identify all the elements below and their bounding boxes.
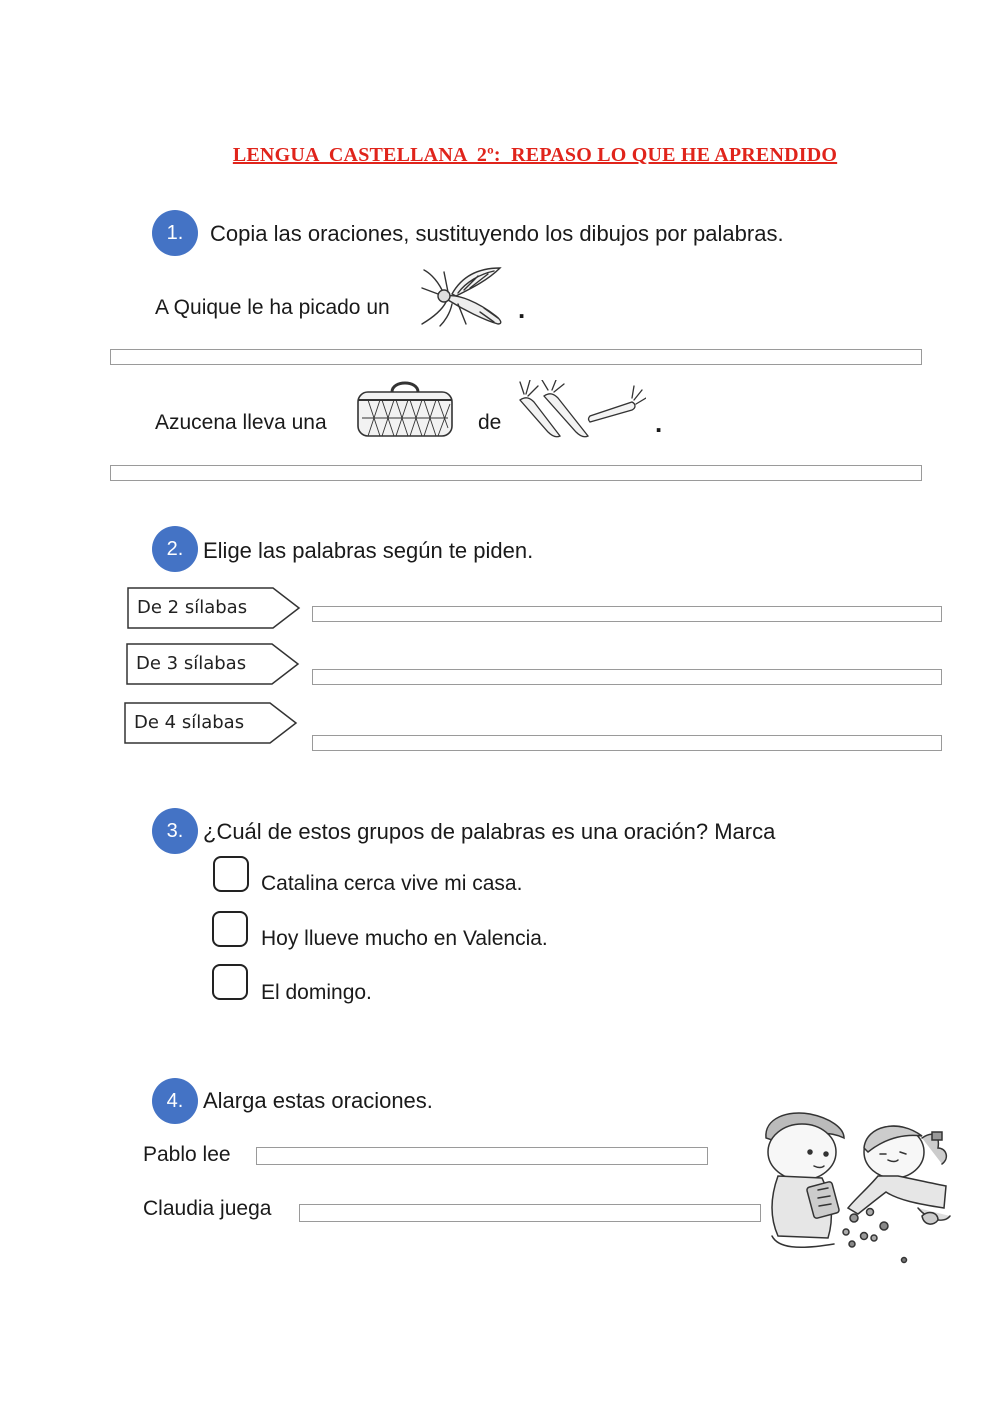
exercise-1-instruction: Copia las oraciones, sustituyendo los dibujos por palabras.: [210, 221, 784, 246]
page-title: LENGUA CASTELLANA 2º: REPASO LO QUE HE APRENDIDO: [232, 144, 838, 166]
sentence-2-connector: de: [478, 411, 502, 434]
answer-line-4-syllables[interactable]: [312, 735, 942, 751]
answer-line-2[interactable]: [110, 465, 922, 481]
answer-line-3-syllables[interactable]: [312, 669, 942, 685]
syllable-tag-4: [124, 702, 298, 746]
prompt-claudia: Claudia juega: [143, 1197, 272, 1220]
exercise-1-number: 1.: [152, 210, 198, 256]
option-1-checkbox[interactable]: [213, 856, 249, 892]
answer-line-2-syllables[interactable]: [312, 606, 942, 622]
exercise-2-instruction: Elige las palabras según te piden.: [203, 538, 534, 563]
exercise-4-number: 4.: [152, 1078, 198, 1124]
mosquito-icon: [418, 266, 508, 328]
answer-line-1[interactable]: [110, 349, 922, 365]
exercise-3-instruction: ¿Cuál de estos grupos de palabras es una oración? Marca: [203, 819, 776, 844]
exercise-2-number: 2.: [152, 526, 198, 572]
option-1-label: Catalina cerca vive mi casa.: [261, 872, 523, 895]
option-2-label: Hoy llueve mucho en Valencia.: [261, 927, 548, 950]
prompt-pablo: Pablo lee: [143, 1143, 231, 1166]
carrots-icon: [512, 380, 646, 440]
syllable-tag-2-label: De 2 sílabas: [137, 597, 248, 618]
option-3-label: El domingo.: [261, 981, 372, 1004]
syllable-tag-2: [127, 587, 301, 631]
syllable-tag-3-label: De 3 sílabas: [136, 653, 247, 674]
sentence-2-text: Azucena lleva una: [155, 411, 327, 434]
syllable-tag-4-label: De 4 sílabas: [134, 712, 245, 733]
syllable-tag-3: [126, 643, 300, 687]
sentence-1-text: A Quique le ha picado un: [155, 296, 390, 319]
basket-icon: [354, 378, 456, 440]
option-2-checkbox[interactable]: [212, 911, 248, 947]
answer-line-pablo[interactable]: [256, 1147, 708, 1165]
children-playing-illustration: [758, 1108, 958, 1268]
option-3-checkbox[interactable]: [212, 964, 248, 1000]
sentence-1-period: .: [518, 294, 526, 324]
exercise-4-instruction: Alarga estas oraciones.: [203, 1088, 433, 1113]
sentence-2-period: .: [655, 408, 663, 438]
answer-line-claudia[interactable]: [299, 1204, 761, 1222]
exercise-3-number: 3.: [152, 808, 198, 854]
